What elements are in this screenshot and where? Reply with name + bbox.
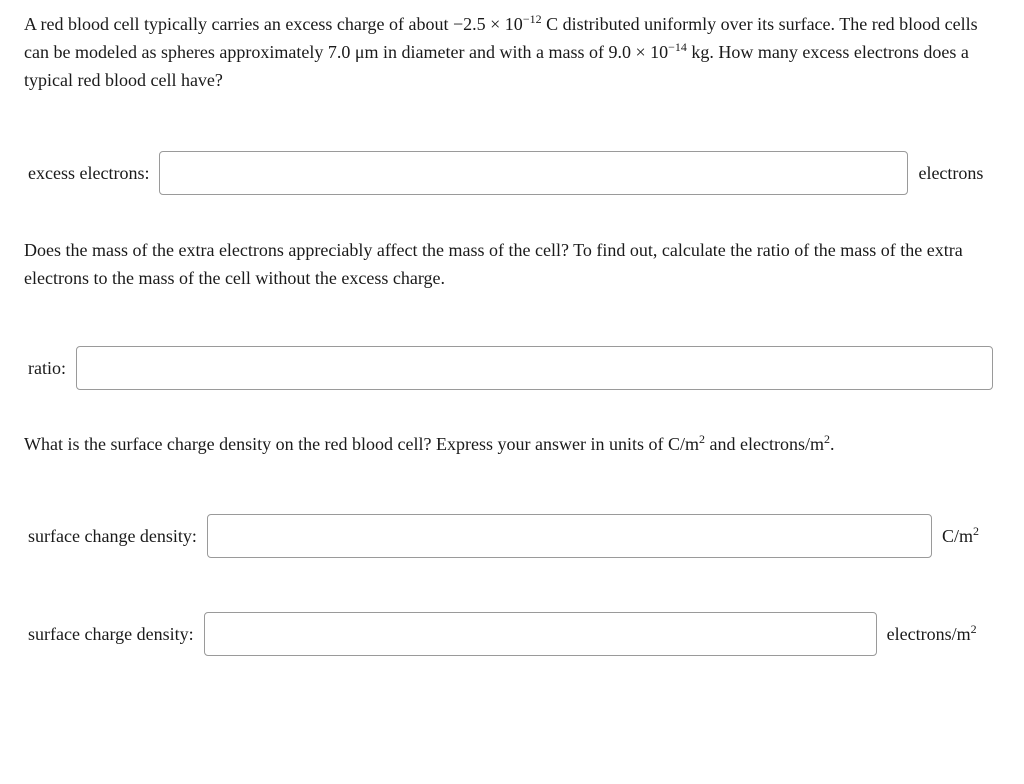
excess-electrons-input[interactable] xyxy=(159,151,908,195)
question-1-part-a: A red blood cell typically carries an excess charge of about −2.5 × 10 xyxy=(24,14,523,34)
surface-density-coulomb-label: surface change density: xyxy=(28,525,197,546)
surface-density-electrons-unit-exponent: 2 xyxy=(970,621,977,636)
question-1-exponent-b: −14 xyxy=(668,40,687,54)
surface-density-coulomb-row xyxy=(28,513,979,559)
question-3-part-c: . xyxy=(829,434,835,454)
surface-density-electrons-row xyxy=(28,611,977,657)
excess-electrons-label: excess electrons: xyxy=(28,162,150,183)
ratio-row xyxy=(28,345,993,391)
surface-density-coulomb-unit-base: C/m xyxy=(941,525,973,546)
question-3-part-b: and electrons/m xyxy=(704,434,824,454)
question-1-part-b: C distributed uniformly over its surface. The red blood cells can be modeled as spheres approximately 7.0 μm in diameter and with a mass of 9.0 × 10 xyxy=(24,14,978,62)
surface-density-coulomb-unit-exponent: 2 xyxy=(972,523,979,538)
question-2-text: Does the mass of the extra electrons appreciably affect the mass of the cell? To find out, calculate the ratio of the mass of the extra electrons to the mass of the cell without the excess charge. xyxy=(24,240,963,288)
question-3-exponent-a: 2 xyxy=(698,432,705,446)
excess-electrons-unit: electrons xyxy=(918,162,984,183)
surface-density-electrons-unit-base: electrons/m xyxy=(886,623,971,644)
surface-density-electrons-unit xyxy=(886,621,977,645)
surface-density-electrons-input[interactable] xyxy=(204,612,877,656)
ratio-label: ratio: xyxy=(28,357,66,378)
ratio-input[interactable] xyxy=(76,346,993,390)
question-1-part-c: kg. How many excess electrons does a typical red blood cell have? xyxy=(24,42,969,90)
question-3-text xyxy=(24,430,999,458)
surface-density-coulomb-unit xyxy=(941,523,979,547)
question-3-part-a: What is the surface charge density on the red blood cell? Express your answer in units of C/m xyxy=(24,434,699,454)
question-1-text xyxy=(24,10,999,94)
surface-density-coulomb-input[interactable] xyxy=(207,514,932,558)
excess-electrons-row xyxy=(28,150,983,196)
surface-density-electrons-label: surface charge density: xyxy=(28,623,194,644)
question-1-exponent-a: −12 xyxy=(522,12,542,26)
question-3-exponent-b: 2 xyxy=(823,432,830,446)
